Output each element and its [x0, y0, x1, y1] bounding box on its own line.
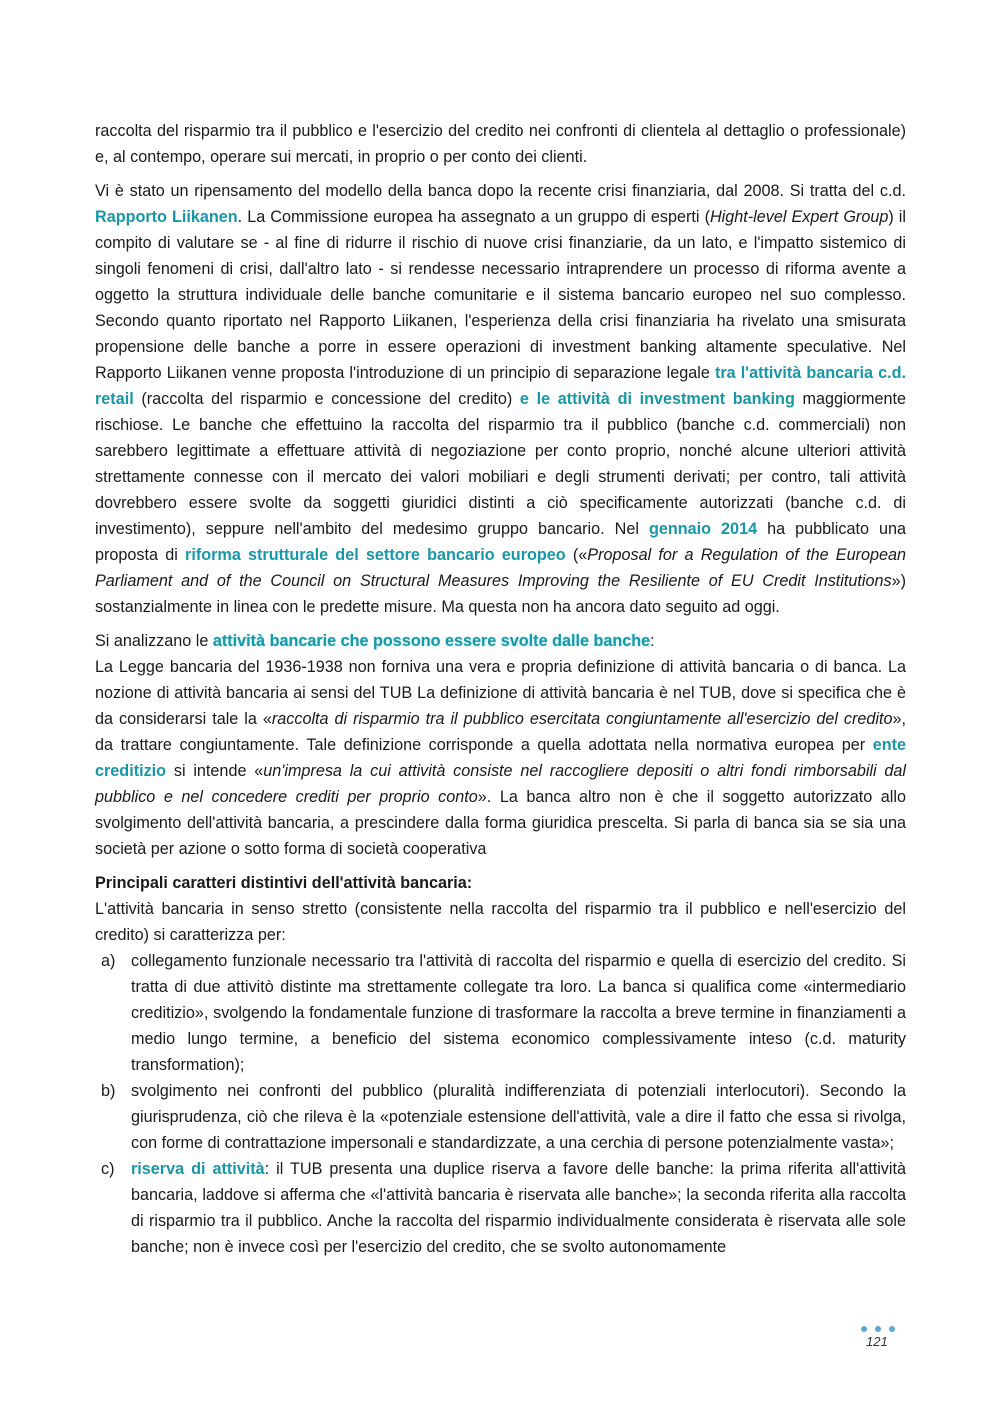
italic-text: Proposal for a Regulation of the European Parliament and of the Council on Structural Measures Improving the Resiliente of EU Credit Institutions	[95, 546, 906, 590]
text: ) il compito di valutare se - al fine di ridurre il rischio di nuove crisi finanziarie, da un lato, e l'impatto sistemico di singoli fenomeni di crisi, dall'altro lato - si rendesse necessario intraprendere un processo di riforma avente a oggetto la struttura individuale delle banche comunitarie e il sistema bancario europeo nel suo complesso. Secondo quanto riportato nel Rapporto Liikanen, l'esperienza della crisi finanziaria ha rivelato una smisurata propensione delle banche a porre in essere operazioni di investment banking altamente speculative. Nel Rapporto Liikanen venne proposta l'introduzione di un principio di separazione legale	[95, 208, 906, 382]
text: . La Commissione europea ha assegnato a un gruppo di esperti (	[237, 208, 710, 226]
italic-text: raccolta di risparmio tra il pubblico esercitata congiuntamente all'esercizio del credito	[271, 710, 893, 728]
list-item-text: svolgimento nei confronti del pubblico (pluralità indifferenziata di potenziali interlocutori). Secondo la giurisprudenza, ciò che rileva è la «potenziale estensione dell'attività, vale a dire il fatto che essa si rivolga, con forme di contrattazione impersonali e standardizzate, a una cerchia di persone potenzialmente vasta»;	[131, 1082, 906, 1152]
highlight-retail: tra l'attività bancaria c.d. retail	[95, 364, 906, 408]
list-marker: c)	[101, 1160, 115, 1178]
paragraph-legge-bancaria	[95, 654, 906, 862]
highlight-ente-creditizio: ente creditizio	[95, 736, 906, 780]
section-heading: Principali caratteri distintivi dell'attività bancaria:	[95, 874, 473, 892]
text: (raccolta del risparmio e concessione del credito)	[133, 390, 520, 408]
highlight-riserva: riserva di attività	[131, 1160, 265, 1178]
text: maggiormente rischiose. Le banche che effettuino la raccolta del risparmio tra il pubblico (banche c.d. commerciali) non sarebbero legittimate a effettuare attività di negoziazione per conto proprio, nonché alcune ulteriori attività strettamente connesse con il mercato dei valori mobiliari e degli strumenti derivati; per contro, tali attività dovrebbero essere svolte da soggetti giuridici distinti a ciò specificamente autorizzati (banche c.d. di investimento), seppure nell'ambito del medesimo gruppo bancario. Nel	[95, 390, 906, 538]
list-item-text: : il TUB presenta una duplice riserva a favore delle banche: la prima riferita all'attività bancaria, laddove si afferma che «l'attività bancaria è riservata alle banche»; la seconda riferita alla raccolta di risparmio tra il pubblico. Anche la raccolta del risparmio individualmente considerata è riservata alle sole banche; non è invece così per l'esercizio del credito, che se svolto autonomamente	[131, 1160, 906, 1256]
text: ». La banca altro non è che il soggetto autorizzato allo svolgimento dell'attività bancaria, a prescindere dalla forma giuridica prescelta. Si parla di banca sia se sia una società per azione o sotto forma di società cooperativa	[95, 788, 906, 858]
page-body	[95, 118, 906, 1260]
text: Si analizzano le	[95, 632, 213, 650]
highlight-gennaio-2014: gennaio 2014	[648, 520, 758, 538]
italic-text: un'impresa la cui attività consiste nel raccogliere depositi o altri fondi rimborsabili dal pubblico e nel concedere crediti per proprio conto	[95, 762, 907, 806]
paragraph-intro-list: L'attività bancaria in senso stretto (consistente nella raccolta del risparmio tra il pubblico e nell'esercizio del credito) si caratterizza per:	[95, 900, 906, 944]
highlight-rapporto-liikanen: Rapporto Liikanen	[95, 208, 238, 226]
list-item	[95, 1078, 906, 1156]
list-item	[95, 948, 906, 1078]
text: si intende «	[166, 762, 264, 780]
list-item-text: collegamento funzionale necessario tra l'attività di raccolta del risparmio e quella di esercizio del credito. Si tratta di due attivitò distinte ma strettamente collegate tra loro. La banca si qualifica come «intermediario creditizio», svolgendo la fondamentale funzione di trasformare la raccolta a breve termine in finanziamenti a medio lungo termine, a beneficio del sistema economico complessivamente inteso (c.d. maturity transformation);	[131, 952, 906, 1074]
text: », da trattare congiuntamente. Tale definizione corrisponde a quella adottata nella normativa europea per	[95, 710, 907, 754]
list-item	[95, 1156, 906, 1260]
text: («	[565, 546, 588, 564]
paragraph-analisi	[95, 628, 906, 654]
highlight-attivita-bancarie: attività bancarie che possono essere svolte dalle banche	[212, 632, 651, 650]
italic-text: Hight-level Expert Group	[709, 208, 889, 226]
text: :	[650, 632, 655, 650]
page-number: 121	[866, 1334, 888, 1349]
text: ha pubblicato una proposta di	[95, 520, 906, 564]
paragraph-1: raccolta del risparmio tra il pubblico e l'esercizio del credito nei confronti di clientela al dettaglio o professionale) e, al contempo, operare sui mercati, in proprio o per conto dei clienti.	[95, 122, 906, 166]
list-marker: b)	[101, 1082, 116, 1100]
text: ») sostanzialmente in linea con le predette misure. Ma questa non ha ancora dato seguito ad oggi.	[95, 572, 906, 616]
highlight-investment-banking: e le attività di investment banking	[519, 390, 795, 408]
highlight-riforma: riforma strutturale del settore bancario europeo	[185, 546, 566, 564]
text: Vi è stato un ripensamento del modello della banca dopo la recente crisi finanziaria, dal 2008. Si tratta del c.d.	[95, 182, 906, 200]
text: La Legge bancaria del 1936-1938 non forniva una vera e propria definizione di attività bancaria o di banca. La nozione di attività bancaria ai sensi del TUB La definizione di attività bancaria è nel TUB, dove si specifica che è da considerarsi tale la «	[95, 658, 906, 728]
list-marker: a)	[101, 952, 116, 970]
paragraph-liikanen	[95, 178, 906, 620]
characteristics-list	[95, 948, 906, 1260]
footer-dots-icon	[861, 1326, 895, 1332]
